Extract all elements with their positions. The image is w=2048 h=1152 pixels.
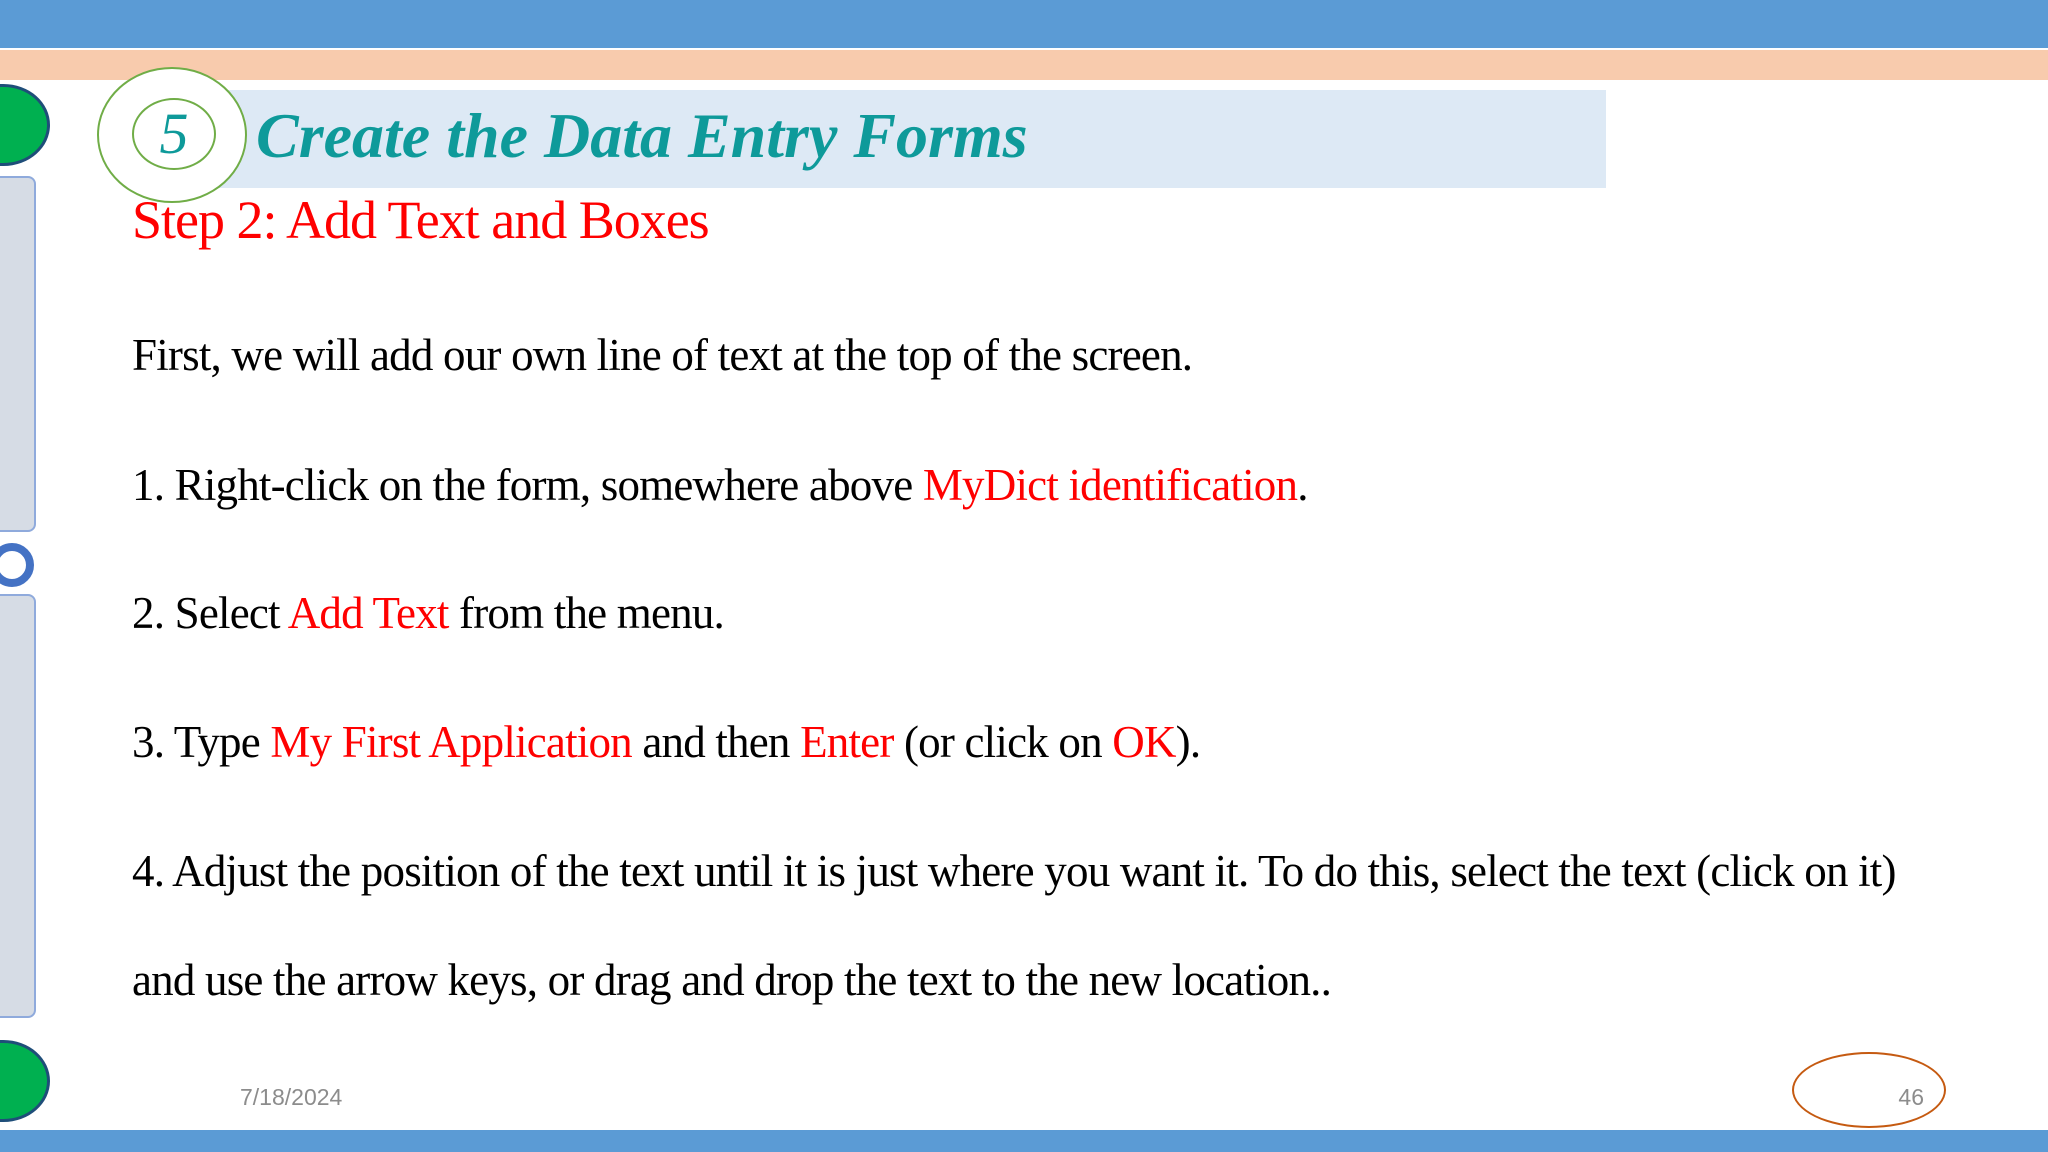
slide-title: Create the Data Entry Forms [256,100,1028,171]
item3-highlight-enter: Enter [800,717,894,767]
instruction-item-1 [132,458,1308,512]
item1-end: . [1297,460,1308,510]
intro-text: First, we will add our own line of text at the top of the screen. [132,330,1193,380]
item3-highlight-ok: OK [1112,717,1176,767]
item2-highlight: Add Text [287,588,449,638]
item3-text-click: (or click on [893,717,1113,767]
instruction-item-2 [132,586,724,640]
item1-text: 1. Right-click on the form, somewhere above [132,460,923,510]
side-rail-upper [0,176,36,532]
leaf-shape-top [0,84,50,166]
page-number: 46 [1898,1084,1924,1110]
bottom-banner-bar [0,1130,2048,1152]
item2-text: 2. Select [132,588,288,638]
top-banner-bar [0,0,2048,48]
item3-text-then: and then [631,717,801,767]
top-accent-bar [0,50,2048,80]
footer-date: 7/18/2024 [240,1084,343,1110]
ring-shape [0,543,34,587]
number-badge: 5 [132,98,216,170]
instruction-item-4-line-2: and use the arrow keys, or drag and drop the text to the new location.. [132,955,1332,1005]
step-heading: Step 2: Add Text and Boxes [132,190,709,250]
leaf-shape-bottom [0,1040,50,1122]
instruction-item-4-line-1: 4. Adjust the position of the text until it is just where you want it. To do this, select the text (click on it) [132,846,1896,896]
item3-highlight-app: My First Application [270,717,632,767]
item3-end: ). [1175,717,1201,767]
item2-end: from the menu. [448,588,725,638]
side-rail-lower [0,594,36,1018]
instruction-item-3 [132,715,1200,769]
item3-text: 3. Type [132,717,271,767]
item1-highlight: MyDict identification [922,460,1298,510]
